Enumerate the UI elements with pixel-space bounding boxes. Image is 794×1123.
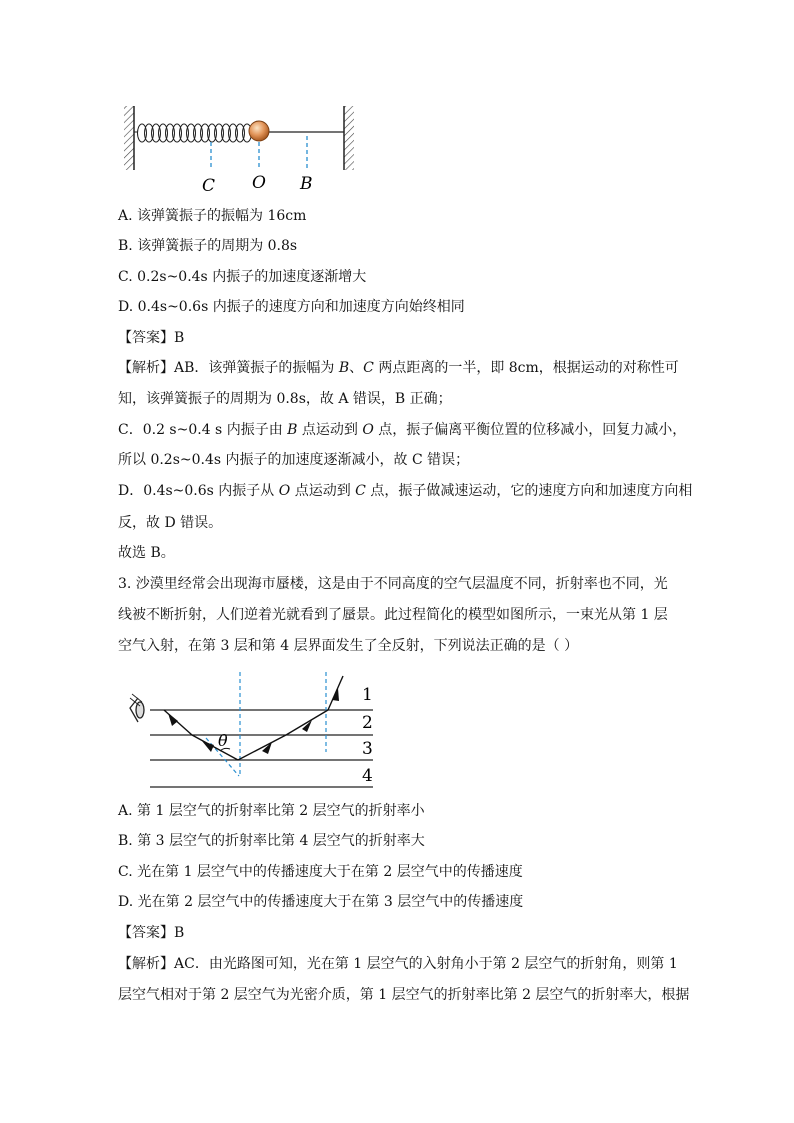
q2-conclusion: 故选 B。 bbox=[118, 545, 175, 561]
text: C．0.2 s~0.4 s 内振子由 bbox=[118, 422, 288, 438]
q3-stem-line-2: 线被不断折射，人们逆着光就看到了蜃景。此过程简化的模型如图所示，一束光从第 1 层 bbox=[118, 607, 668, 623]
q3-option-c: C. 光在第 1 层空气中的传播速度大于在第 2 层空气中的传播速度 bbox=[118, 864, 523, 880]
left-wall bbox=[124, 106, 134, 170]
q3-option-d: D. 光在第 2 层空气中的传播速度大于在第 3 层空气中的传播速度 bbox=[118, 894, 524, 910]
eye-icon bbox=[130, 694, 144, 722]
q2-option-a: A. 该弹簧振子的振幅为 16cm bbox=[118, 208, 307, 224]
right-wall bbox=[344, 106, 354, 170]
var-c: C bbox=[363, 360, 374, 376]
text: 两点距离的一半，即 8cm，根据运动的对称性可 bbox=[373, 360, 679, 376]
text: 点运动到 bbox=[297, 422, 363, 438]
q3-stem-line-1: 3. 沙漠里经常会出现海市蜃楼，这是由于不同高度的空气层温度不同，折射率也不同，光 bbox=[118, 576, 668, 592]
layer-label-1: 1 bbox=[362, 685, 373, 705]
arrowhead bbox=[262, 742, 272, 754]
text: 点运动到 bbox=[290, 483, 356, 499]
q3-analysis-line-1: 【解析】AC．由光路图可知，光在第 1 层空气的入射角小于第 2 层空气的折射角，则第 1 bbox=[118, 956, 678, 972]
q2-analysis-line-1 bbox=[118, 358, 679, 378]
q2-analysis-line-6: 反，故 D 错误。 bbox=[118, 515, 223, 531]
arrowhead bbox=[202, 741, 214, 752]
q2-option-b: B. 该弹簧振子的周期为 0.8s bbox=[118, 238, 298, 254]
q2-analysis-line-5 bbox=[118, 481, 692, 501]
q2-analysis-line-2: 知，该弹簧振子的周期为 0.8s，故 A 错误，B 正确； bbox=[118, 391, 452, 407]
q3-option-b: B. 第 3 层空气的折射率比第 4 层空气的折射率大 bbox=[118, 833, 425, 849]
text: D．0.4s~0.6s 内振子从 bbox=[118, 483, 279, 499]
label-o: O bbox=[252, 173, 266, 193]
q2-option-c: C. 0.2s~0.4s 内振子的加速度逐渐增大 bbox=[118, 269, 367, 285]
layer-label-3: 3 bbox=[362, 739, 373, 759]
oscillator-ball bbox=[249, 121, 269, 141]
q3-stem-line-3: 空气入射，在第 3 层和第 4 层界面发生了全反射，下列说法正确的是（ ） bbox=[118, 638, 579, 654]
text: 【解析】AB．该弹簧振子的振幅为 bbox=[118, 360, 339, 376]
layer-label-2: 2 bbox=[362, 713, 373, 733]
layer-label-4: 4 bbox=[362, 766, 373, 786]
q2-answer: 【答案】B bbox=[118, 330, 185, 346]
text: 、 bbox=[349, 360, 364, 376]
var-o: O bbox=[362, 422, 374, 438]
var-b: B bbox=[287, 422, 298, 438]
text: 点，振子偏离平衡位置的位移减小，回复力减小， bbox=[373, 422, 687, 438]
mirage-layers-figure bbox=[118, 668, 388, 793]
var-c: C bbox=[355, 483, 366, 499]
angle-label: θ bbox=[218, 731, 228, 750]
label-b: B bbox=[300, 174, 313, 194]
spring bbox=[134, 124, 252, 142]
text: 点，振子做减速运动，它的速度方向和加速度方向相 bbox=[365, 483, 693, 499]
q2-analysis-line-3 bbox=[118, 420, 686, 440]
var-o: O bbox=[278, 483, 291, 499]
arrowhead bbox=[168, 713, 178, 726]
q2-option-d: D. 0.4s~0.6s 内振子的速度方向和加速度方向始终相同 bbox=[118, 299, 465, 315]
spring-oscillator-figure bbox=[118, 100, 368, 200]
light-ray bbox=[164, 676, 343, 760]
q3-answer: 【答案】B bbox=[118, 925, 185, 941]
q3-analysis-line-2: 层空气相对于第 2 层空气为光密介质，第 1 层空气的折射率比第 2 层空气的折射率大，根据 bbox=[118, 987, 690, 1003]
q3-option-a: A. 第 1 层空气的折射率比第 2 层空气的折射率小 bbox=[118, 803, 425, 819]
label-c: C bbox=[202, 176, 216, 196]
q2-analysis-line-4: 所以 0.2s~0.4s 内振子的加速度逐渐减小，故 C 错误； bbox=[118, 452, 470, 468]
var-b: B bbox=[338, 360, 350, 376]
arrowhead bbox=[332, 688, 339, 701]
